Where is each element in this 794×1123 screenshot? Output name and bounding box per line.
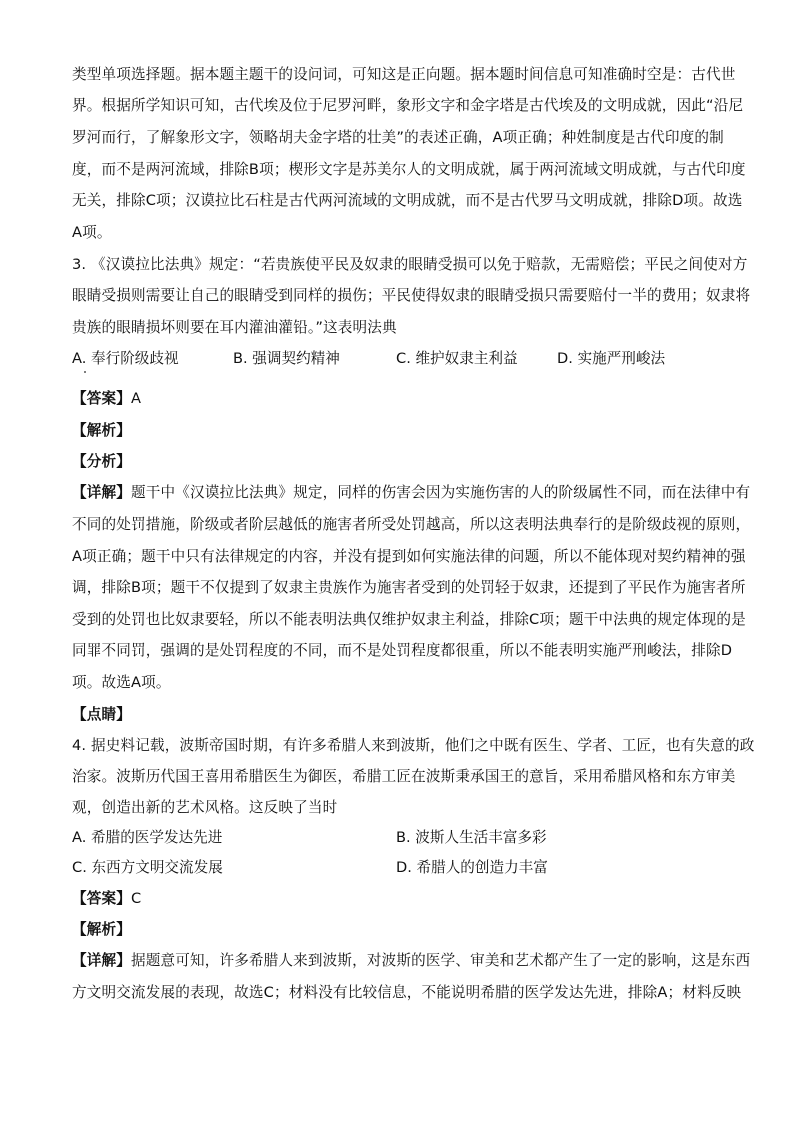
q3-stem-line-1: 3. 《汉谟拉比法典》规定：“若贵族使平民及奴隶的眼睛受损可以免于赔款，无需赔偿；平民之间使对方 (72, 256, 748, 273)
q3-dianjing-label: 【点睛】 (72, 706, 131, 723)
q4-analysis-label: 【解析】 (72, 921, 131, 938)
q4-stem-line-1: 4. 据史料记载，波斯帝国时期，有许多希腊人来到波斯，他们之中既有医生、学者、工匠，也有失意的政 (72, 737, 755, 754)
q3-detail-line-1 (72, 483, 750, 503)
q3-answer (72, 389, 141, 409)
detail-label: 【详解】 (72, 952, 131, 969)
q4-detail-line-2: 方文明交流发展的表现，故选C；材料没有比较信息，不能说明希腊的医学发达先进，排除A；材料反映 (72, 984, 742, 1001)
q3-stem-line-2: 眼睛受损则需要让自己的眼睛受到同样的损伤；平民使得奴隶的眼睛受损只需要赔付一半的费用；奴隶将 (72, 287, 751, 304)
answer-label: 【答案】 (72, 890, 131, 907)
para1-line-2: 界。根据所学知识可知，古代埃及位于尼罗河畔，象形文字和金字塔是古代埃及的文明成就，因此“沿尼 (72, 97, 744, 114)
detail-label: 【详解】 (72, 484, 131, 501)
q4-detail-line-1 (72, 951, 750, 971)
q3-option-b: B. 强调契约精神 (233, 350, 340, 367)
detail-text: 题干中《汉谟拉比法典》规定，同样的伤害会因为实施伤害的人的阶级属性不同，而在法律中有 (130, 484, 751, 501)
answer-value: C (130, 890, 142, 907)
q3-detail-line-6: 同罪不同罚，强调的是处罚程度的不同，而不是处罚程度都很重，所以不能表明实施严刑峻法，排除D (72, 642, 733, 659)
q3-detail-line-4: 调，排除B项；题干不仅提到了奴隶主贵族作为施害者受到的处罚轻于奴隶，还提到了平民作为施害者所 (72, 579, 746, 596)
para1-line-6: A项。 (72, 224, 112, 241)
q4-answer (72, 889, 141, 909)
q3-detail-line-3: A项正确；题干中只有法律规定的内容，并没有提到如何实施法律的问题，所以不能体现对契约精神的强 (72, 548, 746, 565)
q4-option-d: D. 希腊人的创造力丰富 (396, 859, 548, 876)
q4-stem-line-3: 观，创造出新的艺术风格。这反映了当时 (72, 799, 338, 816)
q3-option-c: C. 维护奴隶主利益 (396, 350, 518, 367)
q4-stem-line-2: 治家。波斯历代国王喜用希腊医生为御医，希腊工匠在波斯秉承国王的意旨，采用希腊风格和东方审美 (72, 768, 736, 785)
q3-detail-line-2: 不同的处罚措施，阶级或者阶层越低的施害者所受处罚越高，所以这表明法典奉行的是阶级歧视的原则， (72, 516, 751, 533)
answer-label: 【答案】 (72, 390, 131, 407)
q4-option-a: A. 希腊的医学发达先进 (72, 829, 223, 846)
para1-line-3: 罗河而行，了解象形文字，领略胡夫金字塔的壮美”的表述正确，A项正确；种姓制度是古代印度的制 (72, 129, 724, 146)
stray-dot-mark (84, 371, 86, 373)
para1-line-5: 无关，排除C项；汉谟拉比石柱是古代两河流域的文明成就，而不是古代罗马文明成就，排除D项。故选 (72, 192, 743, 209)
q3-detail-line-7: 项。故选A项。 (72, 674, 171, 691)
q3-stem-line-3: 贵族的眼睛损坏则要在耳内灌油灌铅。”这表明法典 (72, 319, 397, 336)
q3-option-d: D. 实施严刑峻法 (557, 350, 666, 367)
q3-detail-line-5: 受到的处罚也比奴隶要轻，所以不能表明法典仅维护奴隶主利益，排除C项；题干中法典的规定体现的是 (72, 611, 746, 628)
q3-fenxi-label: 【分析】 (72, 453, 131, 470)
q3-option-a: A. 奉行阶级歧视 (72, 350, 179, 367)
q3-analysis-label: 【解析】 (72, 422, 131, 439)
detail-text: 据题意可知，许多希腊人来到波斯，对波斯的医学、审美和艺术都产生了一定的影响，这是东西 (130, 952, 751, 969)
q4-option-c: C. 东西方文明交流发展 (72, 859, 223, 876)
para1-line-4: 度，而不是两河流域，排除B项；楔形文字是苏美尔人的文明成就，属于两河流域文明成就，与古代印度 (72, 161, 746, 178)
q4-option-b: B. 波斯人生活丰富多彩 (396, 829, 547, 846)
answer-value: A (130, 390, 142, 407)
para1-line-1: 类型单项选择题。据本题主题干的设问词，可知这是正向题。据本题时间信息可知准确时空是：古代世 (72, 66, 736, 83)
